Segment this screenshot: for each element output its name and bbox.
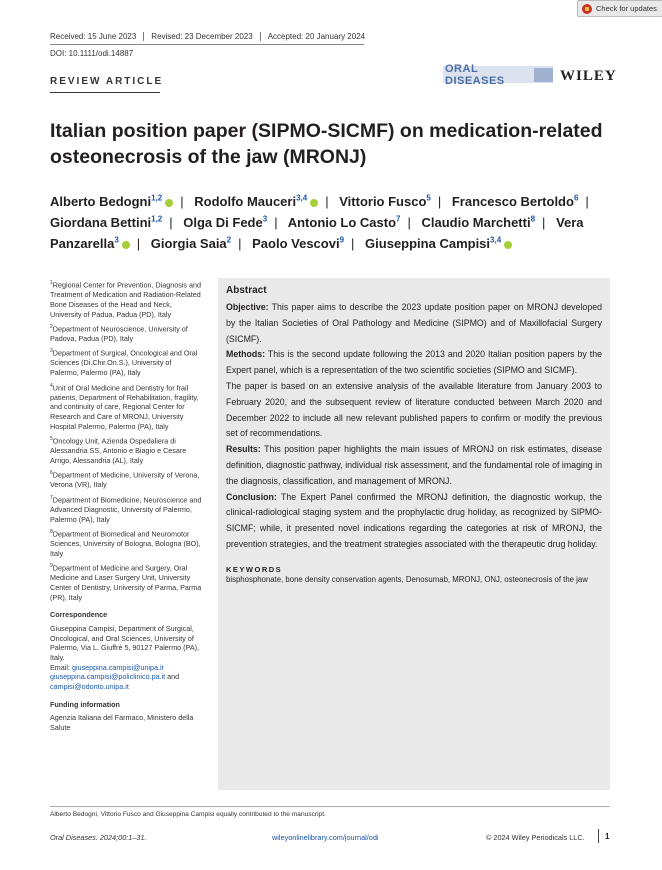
check-for-updates-label: Check for updates xyxy=(596,4,657,13)
history-dates xyxy=(50,32,372,41)
author-separator: | xyxy=(542,215,546,230)
publisher-logo[interactable]: WILEY xyxy=(560,68,617,84)
author[interactable] xyxy=(365,236,512,251)
author-separator: | xyxy=(585,194,589,209)
affiliation-text: Department of Surgical, Oncological and Oral Sciences (Di.Chir.On.S.), University of Palermo, Palermo (PA), Italy xyxy=(50,348,198,378)
affiliation-text: Unit of Oral Medicine and Dentistry for frail patients, Department of Rehabilitation, fragility, and continuity of care, Regional Center for Research and Care of MRONJ, University Hospital Palermo, Palermo (PA), Italy xyxy=(50,382,199,431)
orcid-icon[interactable] xyxy=(122,241,130,249)
affiliation-text: Regional Center for Prevention, Diagnosis and Treatment of Medication and Radiation-Related Bone Diseases of the Head and Neck, University of Padua, Padua (PD), Italy xyxy=(50,280,202,319)
author-name: Vera Panzarella xyxy=(50,215,584,251)
objective-label: Objective: xyxy=(226,302,269,312)
affiliation-item xyxy=(50,279,202,319)
orcid-icon[interactable] xyxy=(504,241,512,249)
page-number: 1 xyxy=(605,832,610,841)
affiliation-item xyxy=(50,562,202,602)
author-name: Giordana Bettini xyxy=(50,215,152,230)
affiliation-item xyxy=(50,323,202,344)
affiliation-item xyxy=(50,382,202,432)
author[interactable] xyxy=(452,194,579,209)
journal-url-link[interactable]: wileyonlinelibrary.com/journal/odi xyxy=(272,833,379,842)
results-text: This position paper highlights the main issues of MRONJ on risk estimates, disease definition, diagnostic pathway, individual risk assessment, and the fundamental role of imaging in the diagnosis, classification, and management of MRONJ. xyxy=(226,444,602,486)
copyright: © 2024 Wiley Periodicals LLC. xyxy=(486,833,585,842)
journal-logo[interactable] xyxy=(443,62,553,87)
divider xyxy=(50,92,160,93)
author-separator: | xyxy=(180,194,184,209)
abstract-methods-2: The paper is based on an extensive analysis of the available literature from January 2003 to February 2020, and the subsequent review of literature conducted between March 2020 and December 2022 to include all new relevant published papers to confirm or modify the previous set of recommendations. xyxy=(226,380,602,439)
author-separator: | xyxy=(238,236,242,251)
author[interactable] xyxy=(422,215,536,230)
author-affiliation-ref[interactable]: 3,4 xyxy=(490,235,502,245)
affiliation-text: Department of Biomedicine, Neuroscience and Advanced Diagnostic, University of Palermo, Palermo (PA), Italy xyxy=(50,495,202,524)
affiliation-number: 1 xyxy=(50,280,53,286)
divider xyxy=(598,829,599,843)
email-link-1[interactable]: giuseppina.campisi@unipa.it xyxy=(71,662,164,672)
author-name: Rodolfo Mauceri xyxy=(194,194,297,209)
author-name: Antonio Lo Casto xyxy=(287,215,397,230)
affiliation-number: 7 xyxy=(50,494,53,501)
author-separator: | xyxy=(325,194,329,209)
affiliation-number: 3 xyxy=(50,348,53,355)
author-name: Giuseppina Campisi xyxy=(365,236,491,251)
methods-text: This is the second update following the 2013 and 2020 Italian position papers by the Expert panel, which is a representation of the two scientific societies (SIPMO and SICMF). xyxy=(226,349,602,376)
author-list xyxy=(50,191,625,254)
author-affiliation-ref[interactable]: 3 xyxy=(262,214,268,224)
author-separator: | xyxy=(274,215,278,230)
author-name: Olga Di Fede xyxy=(183,215,263,230)
funding-text: Agenzia Italiana del Farmaco, Ministero della Salute xyxy=(50,713,194,732)
affiliation-list xyxy=(50,279,202,602)
affiliation-number: 6 xyxy=(50,470,53,477)
citation: Oral Diseases. 2024;00:1–31. xyxy=(50,833,147,842)
results-label: Results: xyxy=(226,444,261,455)
author[interactable] xyxy=(151,236,231,251)
affiliations-column xyxy=(50,279,202,736)
author-name: Paolo Vescovi xyxy=(252,236,340,251)
divider xyxy=(50,806,610,807)
affiliation-text: Oncology Unit, Azienda Ospedaliera di Alessandria SS, Antonio e Biagio e Cesare Arrigo, Alessandria (AL), Italy xyxy=(50,436,187,465)
affiliation-text: Department of Medicine and Surgery, Oral Medicine and Laser Surgery Unit, University Center of Dentistry, University of Parma, Parma (PR), Italy xyxy=(50,563,202,602)
author-affiliation-ref[interactable]: 3,4 xyxy=(296,193,308,203)
abstract-box xyxy=(218,278,610,790)
affiliation-text: Department of Medicine, University of Verona, Verona (VR), Italy xyxy=(50,470,200,490)
affiliation-number: 8 xyxy=(50,529,53,536)
author-separator: | xyxy=(407,215,411,230)
crossmark-icon xyxy=(582,4,592,14)
contribution-footnote: Alberto Bedogni, Vittorio Fusco and Giuseppina Campisi equally contributed to the manuscript. xyxy=(50,811,326,818)
objective-text: This paper aims to describe the 2023 update position paper on MRONJ developed by the Italian Societies of Oral Pathology and Medicine (SIPMO) and of Maxillofacial Surgery (SICMF). xyxy=(226,302,602,344)
author[interactable] xyxy=(339,194,431,209)
correspondence-label: Correspondence xyxy=(50,610,108,620)
author-separator: | xyxy=(437,194,442,209)
author-affiliation-ref[interactable]: 1,2 xyxy=(151,214,163,224)
author[interactable] xyxy=(50,194,173,209)
journal-url-wrapper xyxy=(272,833,379,842)
author-separator: | xyxy=(351,236,355,251)
keywords-list: bisphosphonate, bone density conservation agents, Denosumab, MRONJ, ONJ, osteonecrosis of the jaw xyxy=(226,574,588,584)
author-affiliation-ref[interactable]: 3 xyxy=(114,235,119,245)
author-affiliation-ref[interactable]: 1,2 xyxy=(151,193,163,203)
affiliation-item xyxy=(50,528,202,559)
author-affiliation-ref[interactable]: 5 xyxy=(426,193,431,203)
author-name: Alberto Bedogni xyxy=(50,194,152,209)
affiliation-item xyxy=(50,469,202,490)
journal-cover-icon xyxy=(534,68,553,82)
author-name: Giorgia Saia xyxy=(150,236,227,251)
affiliation-number: 5 xyxy=(50,436,53,443)
author[interactable] xyxy=(183,215,267,230)
author-affiliation-ref[interactable]: 9 xyxy=(339,235,345,245)
keywords-heading: KEYWORDS xyxy=(226,564,283,574)
affiliation-item xyxy=(50,347,202,378)
author[interactable] xyxy=(252,236,344,251)
author-name: Vittorio Fusco xyxy=(339,194,427,209)
revised-date: Revised: 23 December 2023 xyxy=(144,32,260,41)
author-affiliation-ref[interactable]: 6 xyxy=(573,193,579,203)
email-link-2[interactable]: giuseppina.campisi@policlinico.pa.it xyxy=(50,672,166,682)
funding-label: Funding information xyxy=(50,699,120,709)
affiliation-number: 2 xyxy=(50,323,53,330)
doi[interactable]: DOI: 10.1111/odi.14887 xyxy=(50,49,134,58)
affiliation-item xyxy=(50,435,202,466)
author-separator: | xyxy=(136,236,141,251)
author[interactable] xyxy=(288,215,401,230)
author-affiliation-ref[interactable]: 8 xyxy=(530,214,536,224)
conclusion-text: The Expert Panel confirmed the MRONJ definition, the diagnostic workup, the clinical-radiological staging system and the prophylactic drug holiday, as recognized by SIPMO-SICMF; while, it presented novel indications regarding the categories at risk of MRONJ, the prevention strategies, and the treatment strategies associated with the therapeutic drug holiday. xyxy=(226,491,602,549)
author-affiliation-ref[interactable]: 7 xyxy=(396,214,401,224)
affiliation-number: 9 xyxy=(50,563,53,570)
article-type: REVIEW ARTICLE xyxy=(50,76,164,87)
received-date: Received: 15 June 2023 xyxy=(50,32,144,41)
abstract-results xyxy=(226,442,602,489)
abstract-conclusion xyxy=(226,490,602,553)
author-name: Claudio Marchetti xyxy=(421,215,531,230)
conclusion-label: Conclusion: xyxy=(226,491,277,502)
accepted-date: Accepted: 20 January 2024 xyxy=(267,32,366,41)
and-text: and xyxy=(167,672,180,682)
email-prefix: Email: xyxy=(50,662,70,672)
author[interactable] xyxy=(194,194,318,209)
author-affiliation-ref[interactable]: 2 xyxy=(226,235,232,245)
affiliation-text: Department of Neuroscience, University of Padova, Padua (PD), Italy xyxy=(50,324,188,343)
author[interactable] xyxy=(50,215,162,230)
correspondence-block xyxy=(50,624,202,692)
affiliation-item xyxy=(50,494,202,525)
journal-name: ORAL DISEASES xyxy=(445,62,505,87)
email-link-3[interactable]: campisi@odonto.unipa.it xyxy=(50,682,129,692)
check-for-updates-button[interactable] xyxy=(577,0,662,17)
author-separator: | xyxy=(169,215,173,230)
affiliation-number: 4 xyxy=(50,382,53,389)
author-name: Francesco Bertoldo xyxy=(451,194,574,209)
abstract-heading: Abstract xyxy=(226,285,267,296)
abstract-objective xyxy=(226,300,602,347)
divider xyxy=(50,44,364,45)
correspondence-text: Giuseppina Campisi, Department of Surgical, Oncological, and Oral Sciences, University of Palermo, Via L. Giuffrè 5, 90127 Palermo (PA), Italy. xyxy=(50,623,200,662)
abstract-methods xyxy=(226,347,602,379)
article-title: Italian position paper (SIPMO-SICMF) on medication-related osteonecrosis of the jaw (MRONJ) xyxy=(50,120,603,168)
affiliation-text: Department of Biomedical and Neuromotor Sciences, University of Bologna, Bologna (BO), Italy xyxy=(50,529,201,558)
methods-label: Methods: xyxy=(226,349,266,360)
